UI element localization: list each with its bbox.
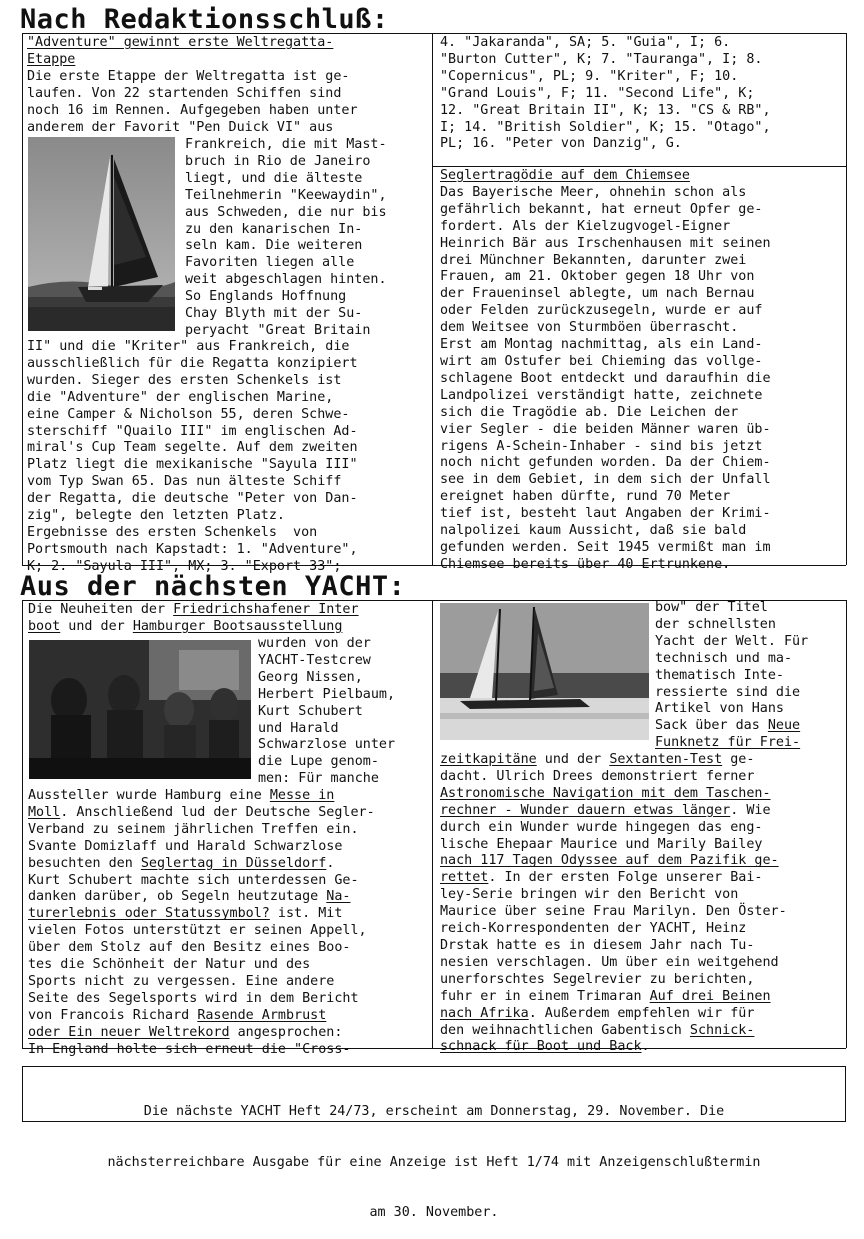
text-line: tief ist, besteht laut Angaben der Krimi- [440,506,771,522]
text-run: . In der ersten Folge unserer Bai- [488,870,763,886]
text-line: Das Bayerische Meer, ohnehin schon als [440,184,747,200]
text-line [655,735,845,752]
text-line: YACHT-Testcrew [258,652,371,668]
text-line [28,1025,432,1042]
text-line [440,1006,846,1023]
text-line [28,957,432,974]
text-run: Maurice über seine Frau Marilyn. Den Öster- [440,904,787,920]
text-line [655,600,845,617]
text-run: Aussteller wurde Hamburg eine [28,788,270,803]
iceboat-photo [440,603,649,740]
text-run: und der [536,752,610,767]
text-line: liegt, und die älteste [185,170,363,186]
text-run: . [326,855,335,871]
divider [846,33,847,565]
text-run: ley-Serie bringen wir den Bericht von [440,887,739,903]
article-title: "Adventure" gewinnt erste Weltregatta- [27,35,334,50]
text-run: durch ein Wunder wurde hingegen das eng- [440,819,763,835]
text-line [440,870,846,887]
footer-line: am 30. November. [369,1205,499,1221]
underlined-reference: zeitkapitäne [440,752,537,767]
text-line: und Harald [258,720,339,736]
text-line [440,955,846,972]
underlined-reference: Astronomische Navigation mit dem Taschen- [440,785,771,801]
text-line [655,617,845,634]
text-line: gefunden werden. Seit 1945 vermißt man im [440,539,771,555]
underlined-reference: schnack für Boot und Back [440,1039,642,1055]
text-run: . [641,1039,650,1055]
text-line: eine Camper & Nicholson 55, deren Schwe- [27,406,350,422]
text-line [655,634,845,651]
text-line: vom Typ Swan 65. Das nun älteste Schiff [27,474,342,490]
text-line: zig", belegte den letzten Platz. [27,508,285,524]
text-line [655,685,845,702]
text-line: wurden. Sieger des ersten Schenkels ist [27,372,342,388]
text-run: über dem Stolz auf den Besitz eines Boo- [28,940,351,956]
footer-line: nächsterreichbare Ausgabe für eine Anzeige ist Heft 1/74 mit Anzeigenschlußtermin [107,1154,761,1170]
text-line [28,889,432,906]
text-run: technisch und ma- [655,650,793,666]
text-run: Die Neuheiten der [28,602,174,617]
underlined-reference: Moll [28,804,61,820]
text-line: drei Münchner Bekannten, darunter zwei [440,252,747,268]
text-run: bow" der Titel [655,600,768,615]
text-line: die Lupe genom- [258,754,379,770]
text-run: unerforschtes Segelrevier zu berichten, [440,971,755,987]
text-line [440,769,846,786]
text-line [440,853,846,870]
column-divider [432,600,433,1048]
underlined-reference: nach 117 Tagen Odyssee auf dem Pazifik ge- [440,853,779,869]
text-line [440,887,846,904]
text-run: den weihnachtlichen Gabentisch [440,1022,690,1038]
text-line: I; 14. "British Soldier", K; 15. "Otago", [440,119,771,135]
underlined-reference: turerlebnis oder Statussymbol? [28,906,270,922]
text-line [655,668,845,685]
text-line: wurden von der [258,636,371,651]
text-line: II" und die "Kriter" aus Frankreich, die [27,339,350,354]
divider [22,33,846,34]
column-divider [432,33,433,565]
text-line [440,786,846,803]
text-run: Sports nicht zu vergessen. Eine andere [28,973,335,989]
text-line: schlagene Boot entdeckt und daraufhin die [440,370,771,386]
text-line: rigens A-Schein-Inhaber - sind bis jetzt [440,438,763,454]
text-line [28,839,432,856]
section-headline-aus-der-naechsten-yacht: Aus der nächsten YACHT: [20,571,406,602]
yacht-preview-right-beside-photo [655,600,845,752]
article-weltregatta [27,35,431,136]
divider [432,166,846,167]
underlined-reference: Sextanten-Test [609,752,723,767]
text-line: 12. "Great Britain II", K; 13. "CS & RB", [440,102,771,118]
article-title: Seglertragödie auf dem Chiemsee [440,168,690,183]
text-run: Verband zu seinem jährlichen Treffen ein. [28,821,359,837]
text-line: der Fraueninsel ablegte, um nach Bernau [440,286,755,302]
text-line [440,1023,846,1040]
text-line [28,923,432,940]
text-run: danken darüber, ob Segeln heutzutage [28,889,327,905]
text-line [440,972,846,989]
text-line [28,1008,432,1025]
text-line: Schwarzlose unter [258,737,396,753]
text-run: besuchten den [28,855,141,871]
text-run: der schnellsten [655,616,776,632]
text-line: Kurt Schubert [258,703,363,719]
text-line: 4. "Jakaranda", SA; 5. "Guia", I; 6. [440,35,731,50]
text-line: oder Felden zurückzusegeln, wurde er auf [440,303,763,319]
text-line [28,991,432,1008]
text-line: peryacht "Great Britain [185,322,371,338]
footer-notice [22,1070,846,1239]
text-run: tes die Schönheit der Natur und des [28,957,311,973]
text-line: bruch in Rio de Janeiro [185,153,371,169]
underlined-reference: Auf drei Beinen [649,988,771,1004]
text-run: Kurt Schubert machte sich unterdessen Ge- [28,872,359,888]
divider [22,33,23,565]
text-line: men: Für manche [258,771,379,787]
divider [22,600,23,1048]
text-line: der Regatta, die deutsche "Peter von Dan- [27,491,358,507]
text-line: zu den kanarischen In- [185,221,363,237]
text-run: angesprochen: [229,1024,343,1040]
text-line [28,822,432,839]
text-line: PL; 16. "Peter von Danzig", G. [440,136,682,152]
text-line: "Burton Cutter", K; 7. "Tauranga", I; 8. [440,51,763,67]
text-line: dem Weitsee von Sturmböen überrascht. [440,320,739,336]
article-weltregatta-continued [27,339,431,576]
text-line: Teilnehmerin "Keewaydin", [185,187,387,203]
text-line: So Englands Hoffnung [185,289,347,305]
text-run: dacht. Ulrich Drees demonstriert ferner [440,768,755,784]
sailboat-photo [28,137,175,331]
text-run: reich-Korrespondenten der YACHT, Heinz [440,921,747,937]
text-line: sterschiff "Quailo III" im englischen Ad- [27,423,358,439]
text-run: ge- [722,752,755,767]
text-line: Favoriten liegen alle [185,255,355,271]
article-chiemsee [440,168,844,574]
text-run: thematisch Inte- [655,667,784,683]
text-line: gefährlich bekannt, hat erneut Opfer ge- [440,201,763,217]
text-line: Landpolizei verständigt hatte, zeichnete [440,387,763,403]
underlined-reference: Neue [767,718,801,734]
text-line: ausschließlich für die Regatta konzipiert [27,355,358,371]
text-run: ist. Mit [269,906,343,922]
text-line [440,904,846,921]
text-line: Chay Blyth mit der Su- [185,306,363,322]
text-line [28,940,432,957]
divider [846,600,847,1048]
text-line: aus Schweden, die nur bis [185,204,387,220]
text-line: Portsmouth nach Kapstadt: 1. "Adventure", [27,541,358,557]
text-run: Artikel von Hans [655,701,784,717]
text-run: und der [60,618,133,634]
yacht-preview-right-body [440,752,846,1056]
underlined-reference: Rasende Armbrust [197,1007,327,1023]
crowd-photo [29,640,251,779]
underlined-reference: rechner - Wunder dauern etwas länger [440,802,731,818]
text-line: fordert. Als der Kielzugvogel-Eigner [440,218,731,234]
text-line: Herbert Pielbaum, [258,686,396,702]
underlined-reference: Funknetz für Frei- [655,735,801,751]
underlined-reference: Friedrichshafener Inter [173,602,359,617]
text-line: noch 16 im Rennen. Aufgegeben haben unter [27,102,358,118]
text-line: K; 2. "Sayula III", MX; 3. "Export 33"; [27,558,342,574]
text-line: seln kam. Die weiteren [185,238,363,254]
text-line: "Grand Louis", F; 11. "Second Life", K; [440,85,755,101]
text-run: lische Ehepaar Maurice und Marily Bailey [440,836,763,852]
underlined-reference: oder Ein neuer Weltrekord [28,1024,230,1040]
text-line [440,989,846,1006]
text-line [28,974,432,991]
text-line [440,921,846,938]
text-line [655,651,845,668]
text-run: von Francois Richard [28,1007,198,1023]
text-line [28,873,432,890]
text-line [440,803,846,820]
text-line: nalpolizei kaum Aussicht, daß sie bald [440,523,747,539]
text-line [28,602,432,619]
regatta-results-continued [440,35,844,153]
text-run: In England holte sich erneut die "Cross- [28,1041,351,1057]
text-line: Frankreich, die mit Mast- [185,137,387,152]
text-line: Platz liegt die mexikanische "Sayula III" [27,457,358,473]
text-line [28,788,432,805]
text-line: sich die Tragödie ab. Die Leichen der [440,404,739,420]
yacht-preview-left-body [28,788,432,1059]
text-run: nesien verschlagen. Um über ein weitgehend [440,954,779,970]
text-line [28,906,432,923]
text-run: . Außerdem empfehlen wir für [528,1005,755,1021]
text-line [440,938,846,955]
text-line [28,1042,432,1059]
section-headline-nach-redaktionsschluss: Nach Redaktionsschluß: [20,4,389,35]
text-line: Georg Nissen, [258,669,363,685]
text-run: Yacht der Welt. Für [655,633,809,649]
article-title: Etappe [27,51,76,67]
text-run: Sack über das [655,718,768,734]
text-line: Ergebnisse des ersten Schenkels von [27,524,318,540]
underlined-reference: Schnick- [689,1022,755,1038]
underlined-reference: boot [28,618,61,634]
text-line [28,856,432,873]
text-run: . Anschließend lud der Deutsche Segler- [60,804,375,820]
yacht-preview-left-intro [28,602,432,636]
text-line: miral's Cup Team segelte. Auf dem zweiten [27,440,358,456]
text-run: Svante Domizlaff und Harald Schwarzlose [28,838,343,854]
text-line: Erst am Montag nachmittag, als ein Land- [440,337,763,353]
underlined-reference: rettet [440,870,489,886]
text-line [440,752,846,769]
text-line [28,805,432,822]
text-run: fuhr er in einem Trimaran [440,988,650,1004]
text-line: Heinrich Bär aus Irschenhausen mit seinen [440,235,771,251]
text-line: laufen. Von 22 startenden Schiffen sind [27,85,342,101]
text-run: Drstak hatte es in diesem Jahr nach Tu- [440,937,755,953]
underlined-reference: Seglertag in Düsseldorf [140,855,327,871]
text-line: Chiemsee bereits über 40 Ertrunkene. [440,556,731,572]
text-run: Seite des Segelsports wird in dem Bericht [28,990,359,1006]
footer-line: Die nächste YACHT Heft 24/73, erscheint am Donnerstag, 29. November. Die [143,1103,725,1119]
yacht-preview-left-beside-photo [258,636,432,788]
text-line: weit abgeschlagen hinten. [185,272,387,288]
text-line: Die erste Etappe der Weltregatta ist ge- [27,68,350,84]
text-line: die "Adventure" der englischen Marine, [27,389,334,405]
article-weltregatta-beside-photo [185,137,431,340]
text-run: ressierte sind die [655,684,801,700]
text-line: vier Segler - die beiden Männer waren üb- [440,421,771,437]
text-line: see in dem Gebiet, in dem sich der Unfall [440,472,771,488]
text-line: ereignet haben dürfte, rund 70 Meter [440,489,731,505]
text-line: noch nicht gefunden worden. Da der Chiem- [440,455,771,471]
text-run: . Wie [730,802,771,818]
text-line: anderem der Favorit "Pen Duick VI" aus [27,119,334,135]
text-line [440,1039,846,1056]
underlined-reference: Messe in [269,788,335,803]
text-line: "Copernicus", PL; 9. "Kriter", F; 10. [440,68,739,84]
underlined-reference: Hamburger Bootsausstellung [132,618,343,634]
text-line [28,619,432,636]
text-line [440,837,846,854]
text-line [655,701,845,718]
text-line [655,718,845,735]
text-line: wirt am Ostufer bei Chieming das vollge- [440,353,763,369]
text-run: vielen Fotos unterstützt er seinen Appell, [28,923,367,939]
underlined-reference: Na- [326,889,351,905]
underlined-reference: nach Afrika [440,1005,529,1021]
text-line [440,820,846,837]
text-line: Frauen, am 21. Oktober gegen 18 Uhr von [440,269,755,285]
